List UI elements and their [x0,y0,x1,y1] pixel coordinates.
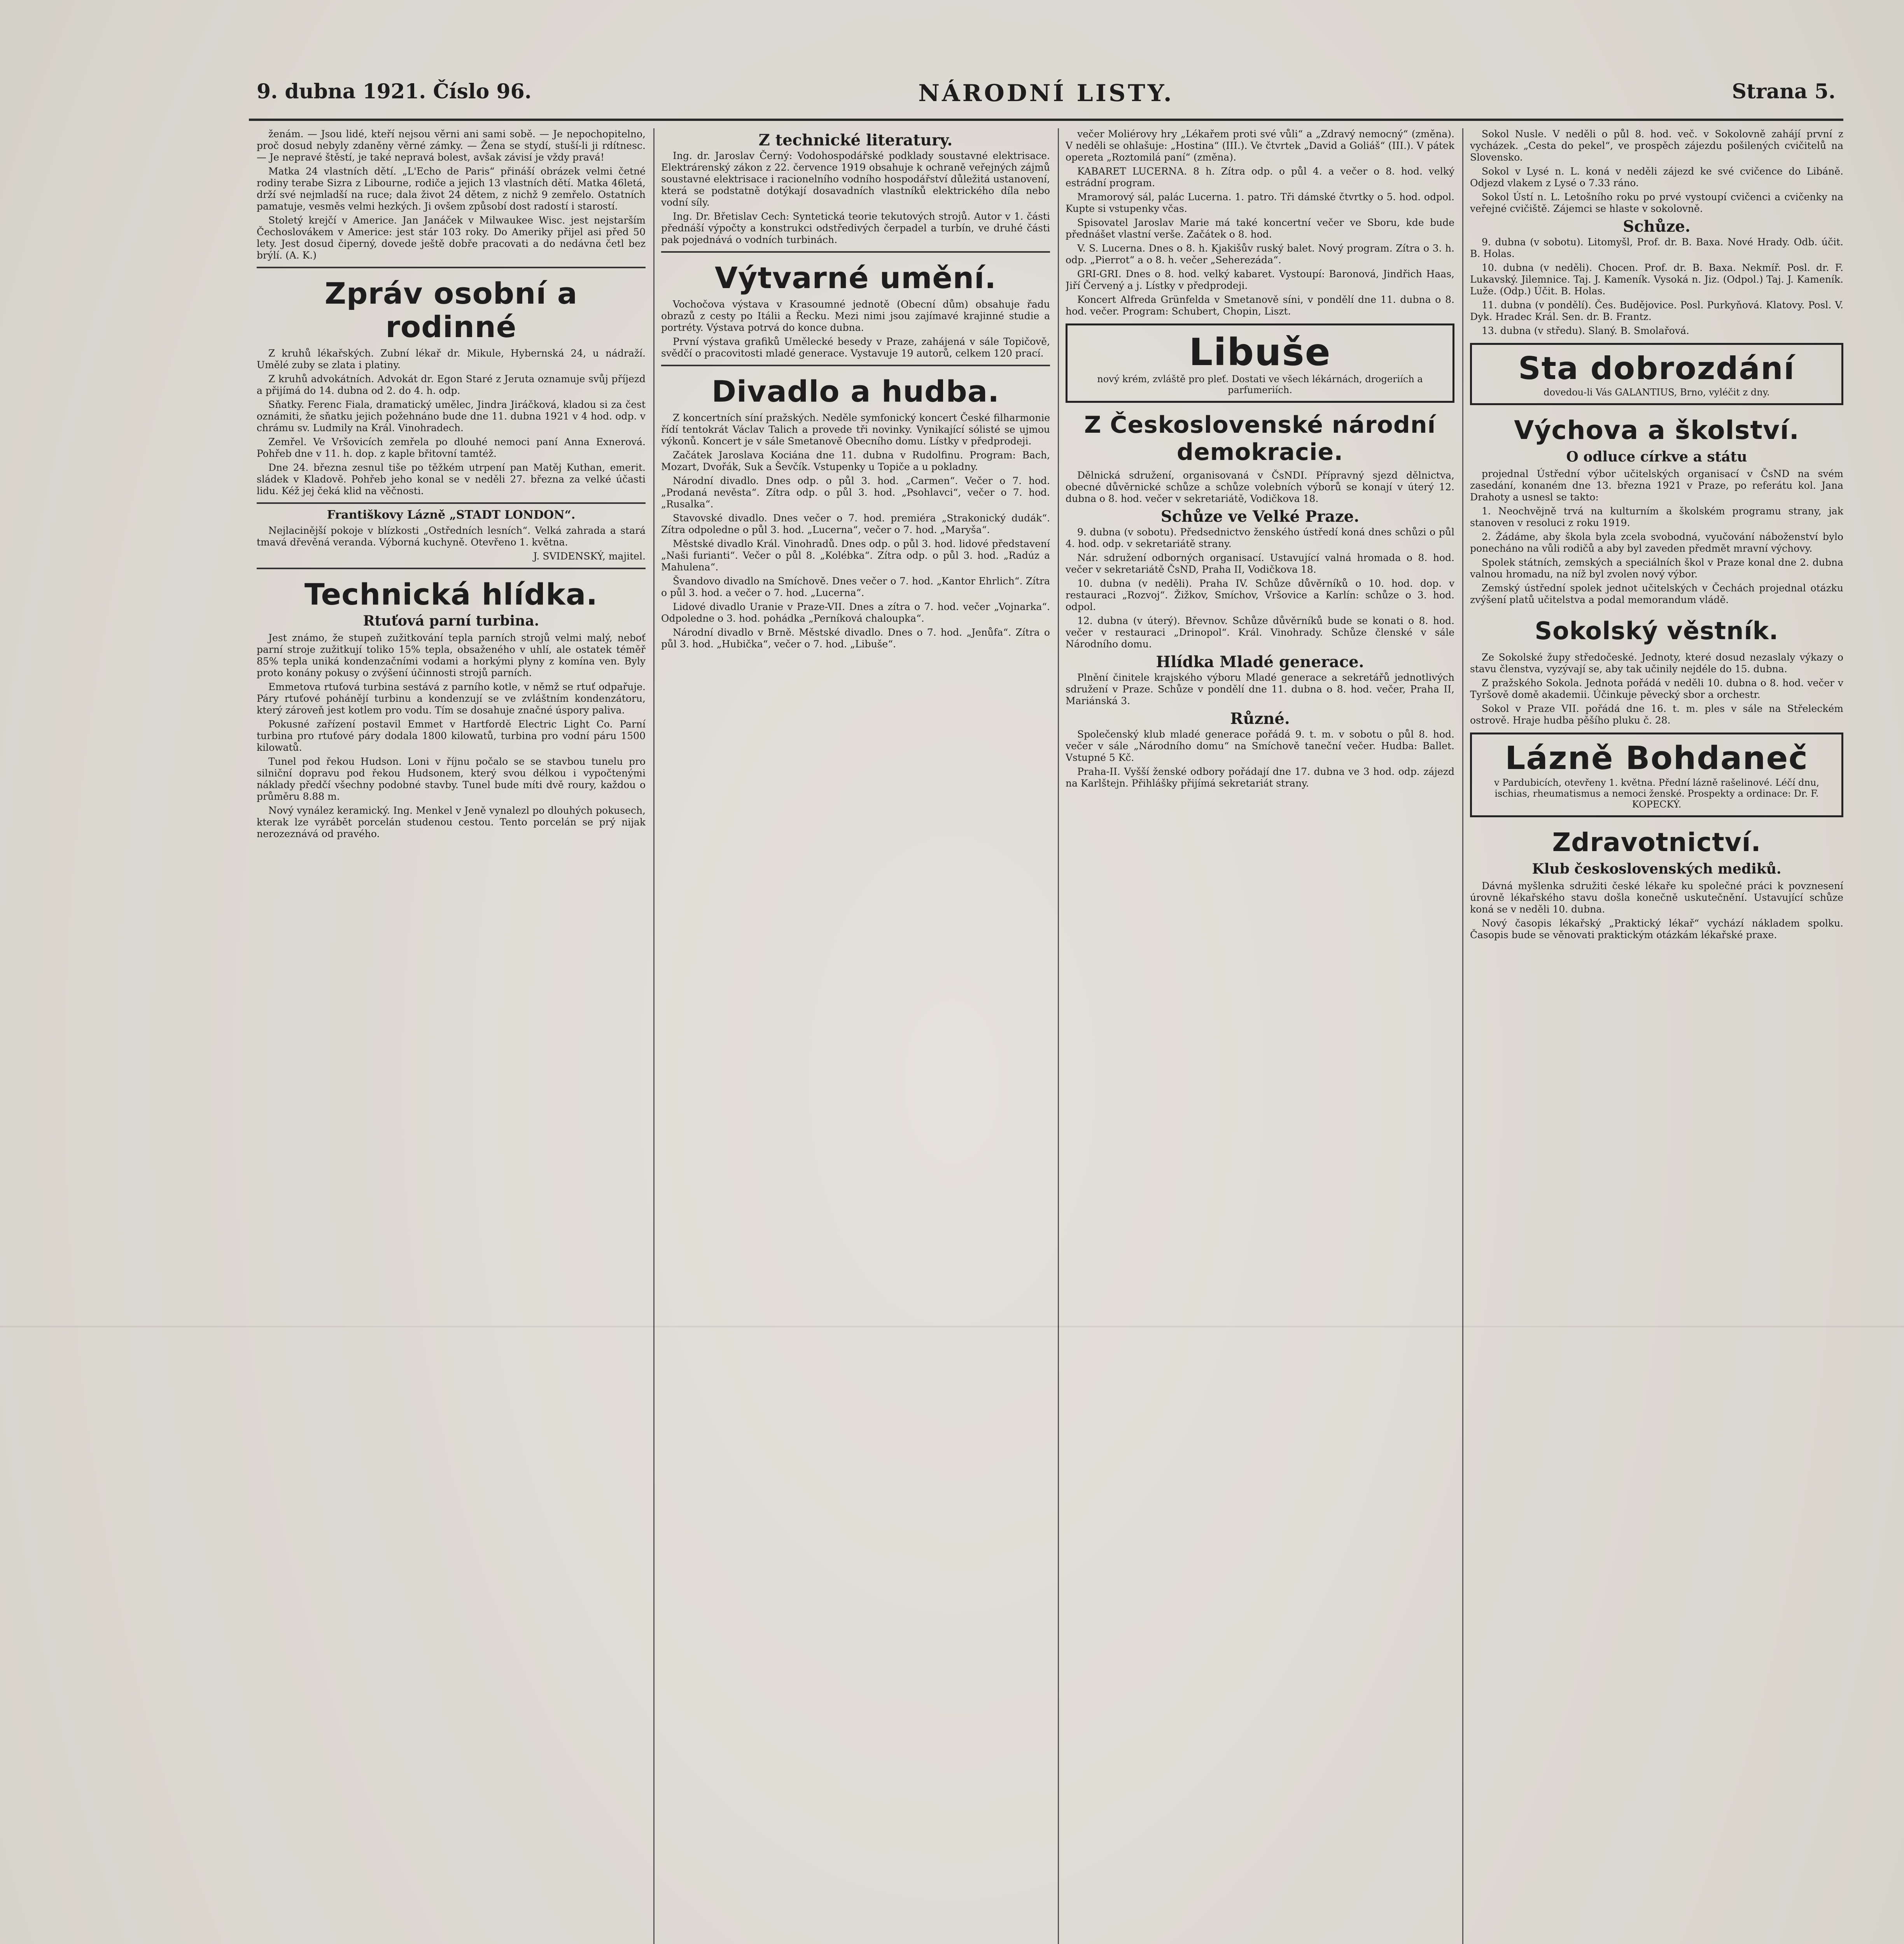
article-text: Praha-II. Vyšší ženské odbory pořádají dne 17. dubna ve 3 hod. odp. zájezd na Karlštejn. Přihlášky přijímá sekretariát strany. [1066,766,1454,789]
ad-headline: Libuše [1189,330,1331,374]
section-heading: Z technické literatury. [758,131,953,149]
section-subheading: Rtuťová parní turbina. [363,613,539,629]
article-text: Mramorový sál, palác Lucerna. 1. patro. Tři dámské čtvrtky o 5. hod. odpol. Kupte si vstupenky včas. [1066,191,1454,214]
article-text: 9. dubna (v sobotu). Předsednictvo ženského ústředí koná dnes schůzi o půl 4. hod. odp. v sekretariátě strany. [1066,526,1454,549]
article-text: 13. dubna (v středu). Slaný. B. Smolařová. [1482,325,1689,336]
column-1 [257,128,646,1944]
article-text: Národní divadlo. Dnes odp. o půl 3. hod. „Carmen“. Večer o 7. hod. „Prodaná nevěsta“. Zítra odp. o půl 3. hod. „Psohlavci“, večer o 7. hod. „Rusalka“. [661,475,1050,510]
article-text: Sokol Ústí n. L. Letošního roku po prvé vystoupí cvičenci a cvičenky na veřejné cvičiště. Zájemci se hlaste v sokolovně. [1470,191,1843,214]
article-text: Dne 24. března zesnul tiše po těžkém utrpení pan Matěj Kuthan, emerit. sládek v Kladově. Pohřeb jeho konal se v neděli 27. března za velké účasti lidu. Kéž jej čeká klid na věčnosti. [257,462,646,496]
article-text: KABARET LUCERNA. 8 h. Zítra odp. o půl 4. a večer o 8. hod. velký estrádní program. [1066,166,1454,189]
bohdanec-advertisement [1470,732,1843,817]
article-text: Začátek Jaroslava Kociána dne 11. dubna v Rudolfinu. Program: Bach, Mozart, Dvořák, Suk a Ševčík. Vstupenky u Topiče a u pokladny. [661,449,1050,472]
libuse-advertisement [1066,323,1454,403]
article-text: Ing. dr. Jaroslav Černý: Vodohospodářské podklady soustavné elektrisace. Elektrárenský zákon z 22. července 1919 obsahuje k ochraně veřejných zájmů soustavné elektrisace i racionelního vodního hospodářství důležitá ustanovení, která se podstatně dotýkají dosavadních vlastníků elektrického díla nebo vodní síly. [661,150,1050,208]
article-text: Ze Sokolské župy středočeské. Jednoty, které dosud nezaslaly výkazy o stavu členstva, vyzývají se, aby tak učinily nejdéle do 15. dubna. [1470,652,1843,675]
article-text: Vochočova výstava v Krasoumné jednotě (Obecní dům) obsahuje řadu obrazů z cesty po Itálii a Řecku. Mezi nimi jsou zajímavé krajinné studie a portréty. Výstava potrvá do konce dubna. [661,299,1050,333]
article-text: Z kruhů advokátních. Advokát dr. Egon Staré z Jeruta oznamuje svůj příjezd a přijímá do 14. dubna od 2. do 4. h. odp. [257,373,646,396]
article-text: Spolek státních, zemských a speciálních škol v Praze konal dne 2. dubna valnou hromadu, na níž byl zvolen nový výbor. [1470,557,1843,580]
column-rule [1058,128,1059,1944]
article-text: Z kruhů lékařských. Zubní lékař dr. Mikule, Hybernská 24, u nádraží. Umělé zuby se zlata i platiny. [257,348,646,371]
article-text: Sokol v Lysé n. L. koná v neděli zájezd ke své cvičence do Libáně. Odjezd vlakem z Lysé o 7.33 ráno. [1470,166,1843,189]
divider [257,267,646,268]
ad-text: nový krém, zvláště pro pleť. Dostati ve všech lékárnách, drogeriích a parfumeriích. [1097,374,1423,395]
article-text: Z pražského Sokola. Jednota pořádá v neděli 10. dubna o 8. hod. večer v Tyršově domě akademii. Účinkuje pěvecký sbor a orchestr. [1470,677,1843,700]
article-text: Spisovatel Jaroslav Marie má také koncertní večer ve Sboru, kde bude přednášet vlastní verše. Začátek o 8. hod. [1066,217,1454,240]
page-header [249,72,1843,121]
article-text: 12. dubna (v úterý). Břevnov. Schůze důvěrníků bude se konati o 8. hod. večer v restauraci „Drinopol“. Král. Vinohrady. Schůze členské v sále Národního domu. [1066,615,1454,650]
section-heading: Schůze. [1623,217,1690,236]
issue-date: 9. dubna 1921. Číslo 96. [257,80,532,103]
article-text: 11. dubna (v pondělí). Čes. Budějovice. Posl. Purkyňová. Klatovy. Posl. V. Dyk. Hradec Král. Sen. dr. B. Frantz. [1470,299,1843,322]
ad-headline: Sta dobrozdání [1518,350,1795,386]
article-text: Z koncertních síní pražských. Neděle symfonický koncert České filharmonie řídí tentokrát Václav Talich a provede tři novinky. Vynikající sólisté se ujmou výkonů. Koncert je v sále Smetanově Obecního domu. Lístky v předprodeji. [661,412,1050,447]
article-text: Stavovské divadlo. Dnes večer o 7. hod. premiéra „Strakonický dudák“. Zítra odpoledne o půl 3. hod. „Lucerna“, večer o 7. hod. „Maryša“. [661,512,1050,535]
divider [257,502,646,504]
article-text: ženám. — Jsou lidé, kteří nejsou věrni ani sami sobě. — Je nepochopitelno, proč dosud nebyly zdaněny věrné zámky. — Žena se stydí, stuší-li ji rdítnesc. — Je nepravé štěstí, je také nepravá bolest, avšak závisí je vždy pravá! [257,128,646,163]
article-text: 2. Žádáme, aby škola byla zcela svobodná, vyučování náboženství bylo ponecháno na vůli rodičů a aby byl zaveden předmět mravní výchovy. [1470,531,1843,554]
article-text: Městské divadlo Král. Vinohradů. Dnes odp. o půl 3. hod. lidové představení „Naši furianti“. Večer o půl 8. „Kolébka“. Zítra odp. o půl 3. hod. „Radúz a Mahulena“. [661,538,1050,573]
page-number: Strana 5. [1732,80,1836,103]
article-text: Lidové divadlo Uranie v Praze-VII. Dnes a zítra o 7. hod. večer „Vojnarka“. Odpoledne o 3. hod. pohádka „Perníková chaloupka“. [661,601,1050,624]
article-text: Zemský ústřední spolek jednot učitelských v Čechách projednal otázku zvýšení platů učitelstva a podal memorandum vládě. [1470,582,1843,605]
article-text: Dělnická sdružení, organisovaná v ČsNDI. Přípravný sjezd dělnictva, obecné důvěrnické schůze a schůze volebních výborů se konají v úterý 12. dubna o 8. hod. večer v sekretariátě, Vodičkova 18. [1066,470,1454,504]
section-subheading: Klub československých mediků. [1532,861,1782,877]
article-text: Společenský klub mladé generace pořádá 9. t. m. v sobotu o půl 8. hod. večer v sále „Národního domu“ na Smíchově taneční večer. Hudba: Ballet. Vstupné 5 Kč. [1066,729,1454,763]
divider [661,365,1050,366]
article-text: Matka 24 vlastních dětí. „L'Echo de Paris“ přináší obrázek velmi četné rodiny terabe Sizra z Libourne, rodiče a jejich 13 vlastních dětí. Matka 46letá, drží své nejmladší na ruce; dala život 24 dětem, z nichž 9 zemřelo. Ostatních pamatuje, vesměs velmi hezkých. Ji ovšem způsobí dost radostí i starostí. [257,166,646,212]
article-text: Nár. sdružení odborných organisací. Ustavující valná hromada o 8. hod. večer v sekretariátě ČsND, Praha II, Vodičkova 18. [1066,552,1454,575]
article-text: Nový vynález keramický. Ing. Menkel v Jeně vynalezl po dlouhých pokusech, kterak lze vyrábět porcelán studenou cestou. Tento porcelán se prý nijak nerozeznává od pravého. [257,805,646,839]
article-text: večer Moliérovy hry „Lékařem proti své vůli“ a „Zdravý nemocný“ (změna). V neděli se ohlašuje: „Hostina“ (III.). Ve čtvrtek „David a Goliáš“ (III.). V pátek opereta „Roztomilá paní“ (změna). [1066,128,1454,163]
column-rule [1462,128,1463,1944]
section-heading: Technická hlídka. [304,577,598,612]
ad-text: v Pardubicích, otevřeny 1. května. Přední lázně rašelinové. Léčí dnu, ischias, rheumatismus a nemoci ženské. Prospekty a ordinace: Dr. F. KOPECKÝ. [1494,777,1820,810]
section-heading: Hlídka Mladé generace. [1156,653,1364,671]
section-subheading: O odluce církve a státu [1566,449,1747,465]
article-text: Zemřel. Ve Vršovicích zemřela po dlouhé nemoci paní Anna Exnerová. Pohřeb dne v 11. h. dop. z kaple břitovní tamtéž. [257,436,646,459]
ad-text: dovedou-li Vás GALANTIUS, Brno, vyléčit z dny. [1544,387,1770,398]
article-text: Sokol v Praze VII. pořádá dne 16. t. m. ples v sále na Střeleckém ostrově. Hraje hudba pěšího pluku č. 28. [1470,703,1843,726]
divider [257,568,646,569]
ad-sign: J. SVIDENSKÝ, majitel. [533,551,646,562]
section-heading: Sokolský věstník. [1535,617,1779,645]
article-text: 9. dubna (v sobotu). Litomyšl, Prof. dr. B. Baxa. Nové Hrady. Odb. účit. B. Holas. [1470,236,1843,259]
section-heading: Divadlo a hudba. [711,374,999,409]
article-text: Jest známo, že stupeň zužitkování tepla parních strojů velmi malý, neboť parní stroje zužitkují toliko 15% tepla, obsaženého v uhlí, ale ostatek téměř 85% tepla uniká kondenzačními vodami a horkými plyny z komína ven. Byly proto konány pokusy o zvýšení účinnosti strojů parních. [257,632,646,678]
article-text: V. S. Lucerna. Dnes o 8. h. Kjakišův ruský balet. Nový program. Zítra o 3. h. odp. „Pierrot“ a o 8. h. večer „Seherezáda“. [1066,243,1454,266]
ad-title: Františkovy Lázně „STADT LONDON“. [327,508,576,522]
newspaper-title: NÁRODNÍ LISTY. [918,80,1174,107]
column-3 [1066,128,1454,1944]
article-text: GRI-GRI. Dnes o 8. hod. velký kabaret. Vystoupí: Baronová, Jindřich Haas, Jiří Červený a j. Lístky v předprodeji. [1066,268,1454,291]
ad-headline: Lázně Bohdaneč [1505,740,1808,777]
article-text: Národní divadlo v Brně. Městské divadlo. Dnes o 7. hod. „Jenůfa“. Zítra o půl 3. hod. „Hubička“, večer o 7. hod. „Libuše“. [661,627,1050,650]
article-text: Pokusné zařízení postavil Emmet v Hartfordě Electric Light Co. Parní turbina pro rtuťové páry dodala 1800 kilowatů, turbina pro vodní páru 1500 kilowatů. [257,719,646,753]
article-text: Koncert Alfreda Grünfelda v Smetanově síni, v pondělí dne 11. dubna o 8. hod. večer. Program: Schubert, Chopin, Liszt. [1066,294,1454,317]
article-text: Sokol Nusle. V neděli o půl 8. hod. več. v Sokolovně zahájí první z vycházek. „Cesta do pekel“, ve prospěch zájezdu pošilených cvičitelů na Slovensko. [1470,128,1843,163]
article-text: Tunel pod řekou Hudson. Loni v říjnu počalo se se stavbou tunelu pro silniční dopravu pod řekou Hudsonem, který svou délkou i vypočtenými náklady předčí všechny podobné stavby. Tunel bude míti dvě roury, každou o průměru 8.88 m. [257,756,646,802]
section-heading: Výchova a školství. [1514,415,1799,445]
section-heading: Různé. [1230,710,1290,728]
divider [661,251,1050,253]
article-text: Dávná myšlenka sdružiti české lékaře ku společné práci k povznesení úrovně lékařského stavu došla konečně uskutečnění. Ustavující schůze koná se v neděli 10. dubna. [1470,880,1843,915]
article-text: Švandovo divadlo na Smíchově. Dnes večer o 7. hod. „Kantor Ehrlich“. Zítra o půl 3. hod. a večer o 7. hod. „Lucerna“. [661,575,1050,598]
article-text: Nový časopis lékařský „Praktický lékař“ vychází nákladem spolku. Časopis bude se věnovati praktickým otázkám lékařské praxe. [1470,918,1843,941]
section-heading: Z Československé národní demokracie. [1084,411,1436,466]
article-text: Sňatky. Ferenc Fiala, dramatický umělec, Jindra Jiráčková, kladou si za čest oznámiti, že sňatku jejich požehnáno bude dne 11. dubna 1921 v 4 hod. odp. v chrámu sv. Ludmily na Král. Vinohradech. [257,399,646,434]
article-text: Ing. Dr. Břetislav Cech: Syntetická teorie tekutových strojů. Autor v 1. části přednáší výpočty a konstrukci odstředivých čerpadel a turbín, ve druhé části pak pojednává o vodních turbinách. [661,211,1050,245]
article-text: Emmetova rtuťová turbina sestává z parního kotle, v němž se rtuť odpařuje. Páry rtuťové pohánějí turbinu a kondenzují se ve zvláštním kondenzátoru, který zároveň jest kotlem pro vodu. Tím se dosahuje značné úspory paliva. [257,681,646,716]
column-rule [653,128,654,1944]
article-text: 10. dubna (v neděli). Praha IV. Schůze důvěrníků o 10. hod. dop. v restauraci „Rozvoj“. Žižkov, Smíchov, Vršovice a Karlín: schůze o 3. hod. odpol. [1066,578,1454,612]
section-heading: Zdravotnictví. [1552,827,1761,857]
section-heading: Zpráv osobní a rodinné [324,276,578,344]
article-text: Plnění činitele krajského výboru Mladé generace a sekretářů jednotlivých sdružení v Praze. Schůze v pondělí dne 11. dubna o 8. hod. večer, Praha II, Mariánská 3. [1066,672,1454,706]
article-text: projednal Ústřední výbor učitelských organisací v ČsND na svém zasedání, konaném dne 13. března 1921 v Praze, po referátu kol. Jana Drahoty a usnesl se takto: [1470,468,1843,503]
column-2 [661,128,1050,1944]
section-heading: Výtvarné umění. [715,260,996,295]
column-4 [1470,128,1843,1944]
ad-text: Nejlacinější pokoje v blízkosti „Ostředních lesních“. Velká zahrada a stará tmavá dřevěná veranda. Výborná kuchyně. Otevřeno 1. května. [257,525,646,548]
article-text: Stoletý krejčí v Americe. Jan Janáček v Milwaukee Wisc. jest nejstarším Čechoslovákem v Americe: jest stár 103 roky. Do Ameriky přijel asi před 50 lety. Jest dosud čiperný, dovede ještě dobře pracovati a do nedávna četl bez brýlí. (A. K.) [257,215,646,261]
article-text: 10. dubna (v neděli). Chocen. Prof. dr. B. Baxa. Nekmíř. Posl. dr. F. Lukavský. Jilemnice. Taj. J. Kameník. Vysoká n. Jiz. (Odpol.) Taj. J. Kameník. Luže. (Odp.) Účit. B. Holas. [1470,262,1843,297]
dobrozdani-advertisement [1470,343,1843,405]
article-text: 1. Neochvějně trvá na kulturním a školském programu strany, jak stanoven v resoluci z roku 1919. [1470,505,1843,528]
section-heading: Schůze ve Velké Praze. [1160,507,1360,526]
article-text: První výstava grafiků Umělecké besedy v Praze, zahájená v sále Topičově, svědčí o pracovitosti mladé generace. Vystavuje 19 autorů, celkem 120 prací. [661,336,1050,359]
